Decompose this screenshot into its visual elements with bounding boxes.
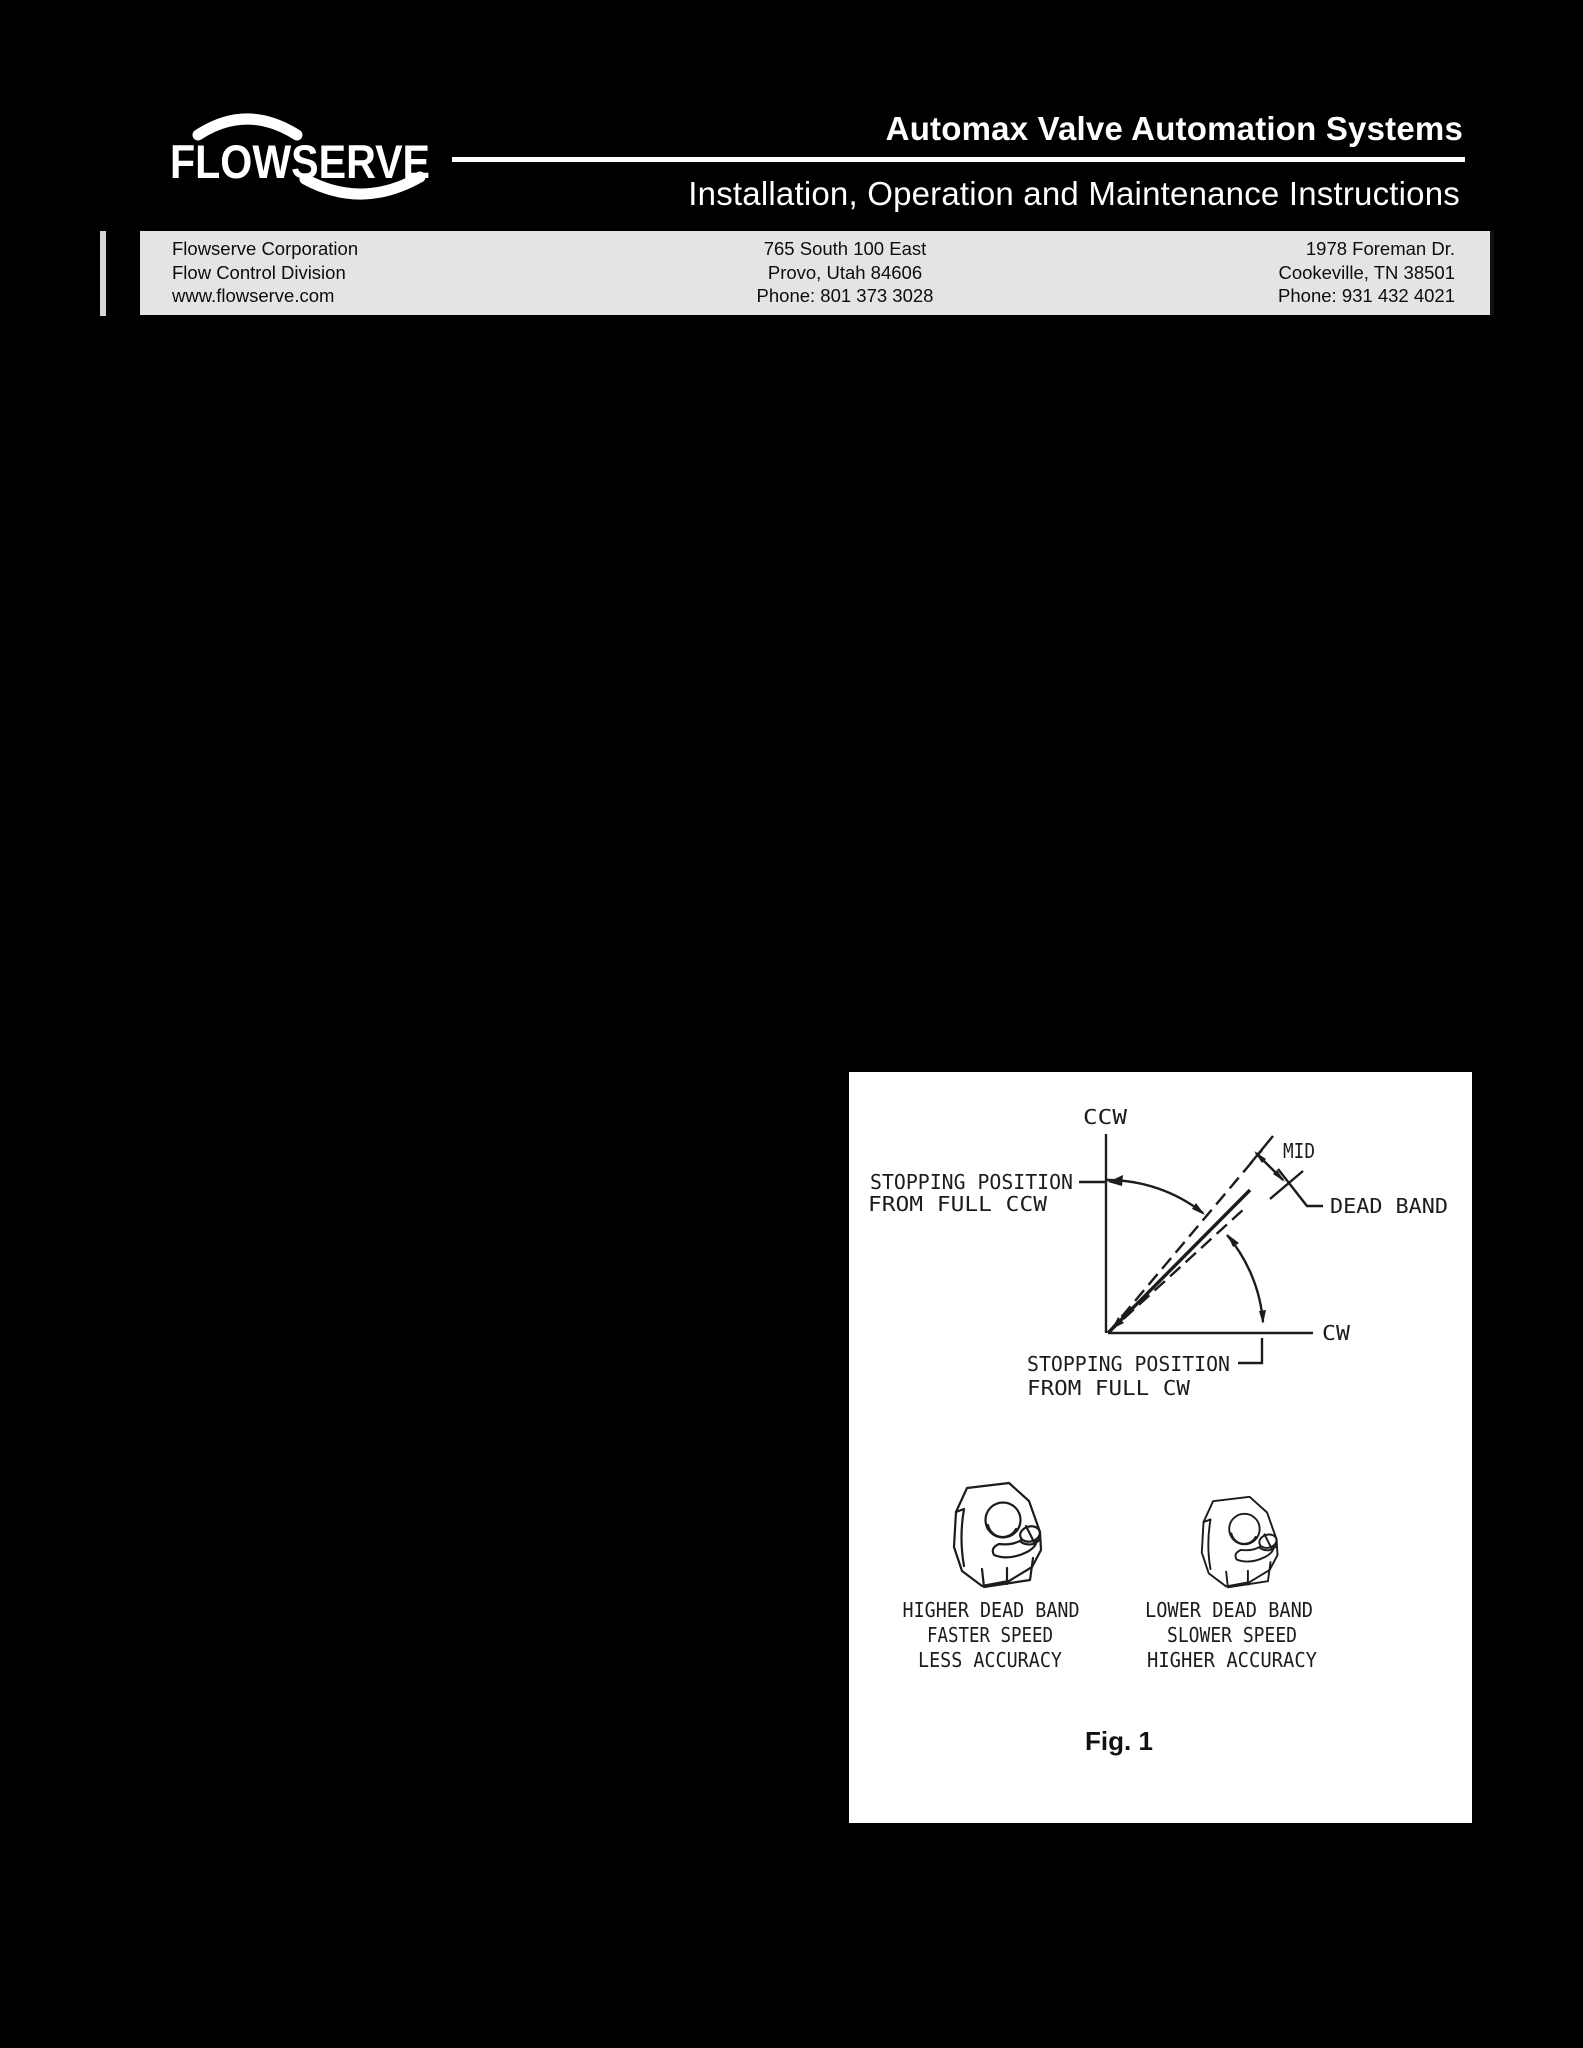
address-column-cookeville: [1278, 237, 1455, 308]
pot-left-caption-line2: FASTER SPEED: [927, 1623, 1053, 1647]
document-title: Automax Valve Automation Systems: [885, 110, 1463, 147]
logo-top-swoosh-icon: [198, 119, 297, 135]
pot-right-caption-line3: HIGHER ACCURACY: [1147, 1648, 1317, 1672]
figure-caption: Fig. 1: [1085, 1726, 1153, 1756]
mid-label: MID: [1283, 1139, 1315, 1163]
stop-cw-label-line1: STOPPING POSITION: [1027, 1352, 1230, 1376]
address-line: Phone: 801 373 3028: [756, 285, 934, 307]
ccw-axis-label: CCW: [1083, 1105, 1129, 1129]
header-divider: [452, 157, 1465, 162]
logo-wordmark: FLOWSERVE: [170, 135, 430, 188]
cw-axis-label: CW: [1322, 1321, 1352, 1345]
address-line: Provo, Utah 84606: [767, 261, 923, 283]
stop-ccw-label-line2: FROM FULL CCW: [868, 1192, 1049, 1216]
figure-1-panel: [849, 1072, 1472, 1823]
address-line: 1978 Foreman Dr.: [1305, 238, 1455, 259]
address-bar-left-accent: [100, 231, 106, 316]
address-line: Flowserve Corporation: [172, 238, 359, 259]
flowserve-logo: [128, 78, 438, 203]
address-line: 765 South 100 East: [763, 238, 927, 259]
address-column-provo: [757, 237, 934, 308]
address-line: Cookeville, TN 38501: [1278, 261, 1455, 283]
address-line: www.flowserve.com: [172, 285, 335, 307]
address-line: Flow Control Division: [172, 261, 346, 283]
pot-right-caption-line1: LOWER DEAD BAND: [1145, 1598, 1313, 1622]
pot-left-caption-line1: HIGHER DEAD BAND: [902, 1598, 1080, 1622]
stop-cw-label-line2: FROM FULL CW: [1027, 1376, 1192, 1400]
stop-ccw-label-line1: STOPPING POSITION: [870, 1170, 1073, 1194]
address-column-corporate: [172, 237, 358, 308]
dead-band-label: DEAD BAND: [1330, 1194, 1448, 1218]
pot-right-caption-line2: SLOWER SPEED: [1167, 1623, 1297, 1647]
address-line: Phone: 931 432 4021: [1278, 285, 1455, 307]
pot-left-caption-line3: LESS ACCURACY: [918, 1648, 1062, 1672]
document-subtitle: Installation, Operation and Maintenance Instructions: [688, 175, 1460, 212]
